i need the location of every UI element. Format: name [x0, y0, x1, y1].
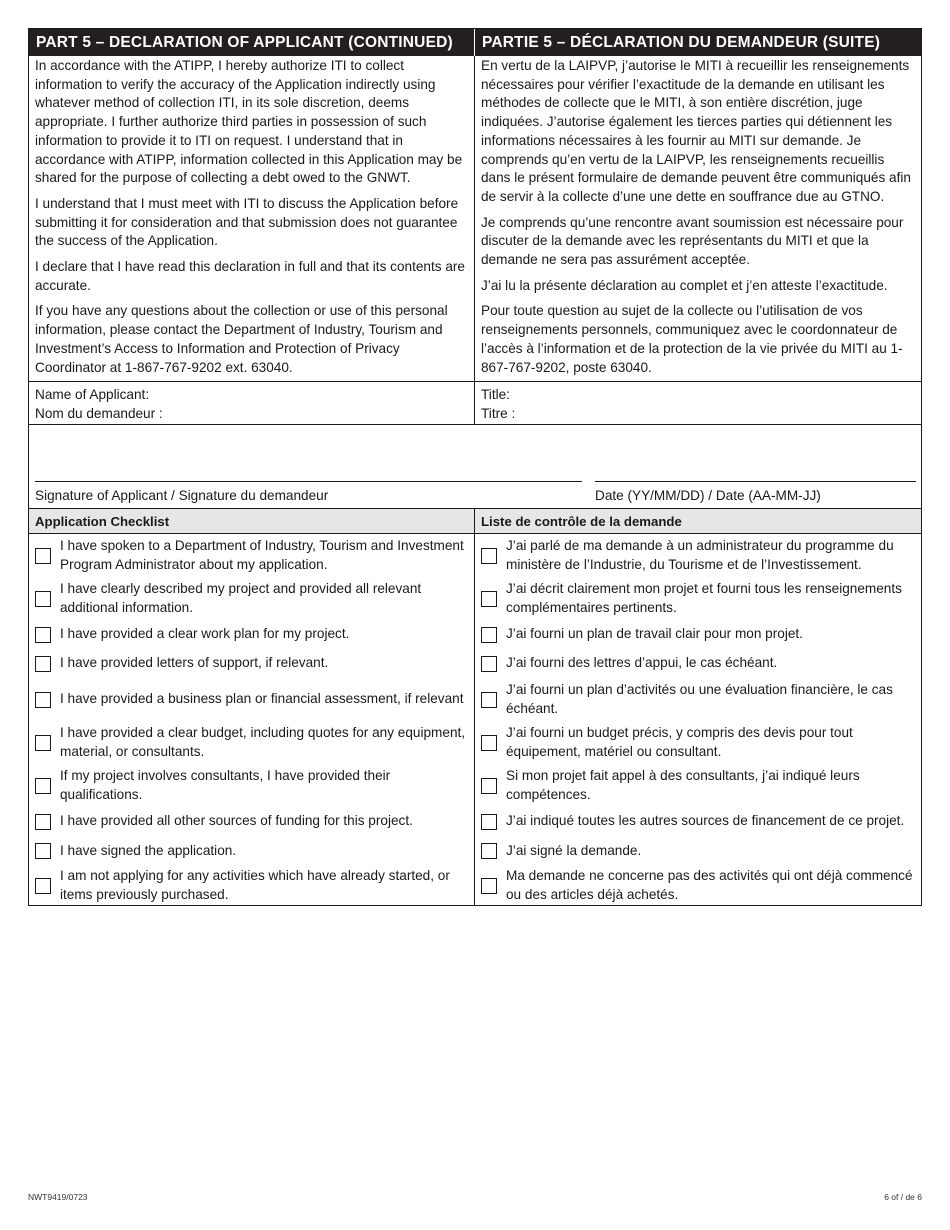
- declaration-paragraph: I declare that I have read this declaration in full and that its contents are accurate.: [35, 259, 465, 293]
- declaration-paragraph: J’ai lu la présente déclaration au complet et j’en atteste l’exactitude.: [481, 277, 888, 293]
- checklist-checkbox[interactable]: [35, 656, 51, 672]
- checklist-item-text: J’ai fourni un plan de travail clair pour mon projet.: [506, 626, 803, 642]
- checklist-item: [29, 807, 474, 836]
- applicant-title-label-en: Title:: [481, 387, 510, 403]
- declaration-header-row: [29, 29, 921, 56]
- signature-field[interactable]: [35, 481, 582, 482]
- declaration-text-en: [29, 56, 475, 381]
- declaration-section: [28, 28, 922, 510]
- declaration-text-fr: [475, 56, 921, 381]
- checklist-item-text: Si mon projet fait appel à des consultants, j’ai indiqué leurs compétences.: [506, 768, 860, 802]
- applicant-title-label-fr: Titre :: [481, 406, 516, 422]
- declaration-header-en: PART 5 – DECLARATION OF APPLICANT (CONTINUED): [29, 29, 475, 56]
- checklist-checkbox[interactable]: [35, 627, 51, 643]
- date-field[interactable]: [595, 481, 916, 482]
- checklist-item: [29, 534, 474, 577]
- checklist-item: [29, 678, 474, 721]
- declaration-paragraph: If you have any questions about the collection or use of this personal information, please contact the Department of Industry, Tourism and Investment’s Access to Information and Protection of Privacy Coordinator at 1-867-767-9202 ext. 63040.: [35, 303, 448, 375]
- checklist-checkbox[interactable]: [35, 878, 51, 894]
- checklist-item: [475, 620, 921, 649]
- page-number: 6 of / de 6: [884, 1192, 922, 1202]
- checklist-item-text: I have signed the application.: [60, 842, 237, 858]
- checklist-item-text: I have spoken to a Department of Industry, Tourism and Investment Program Administrator about my application.: [60, 538, 464, 572]
- checklist-header-en: Application Checklist: [29, 509, 475, 534]
- checklist-item-text: I have clearly described my project and provided all relevant additional information.: [60, 581, 422, 615]
- checklist-column-fr: [475, 534, 921, 905]
- form-number: NWT9419/0723: [28, 1192, 88, 1202]
- checklist-checkbox[interactable]: [481, 843, 497, 859]
- checklist-item: [475, 678, 921, 721]
- checklist-checkbox[interactable]: [481, 878, 497, 894]
- checklist-checkbox[interactable]: [35, 692, 51, 708]
- checklist-header-row: [29, 509, 921, 534]
- checklist-item-text: If my project involves consultants, I have provided their qualifications.: [60, 768, 391, 802]
- checklist-item-text: J’ai parlé de ma demande à un administrateur du programme du ministère de l’Industrie, du Tourisme et de l’Investissement.: [506, 538, 894, 572]
- checklist-checkbox[interactable]: [35, 814, 51, 830]
- checklist-checkbox[interactable]: [35, 548, 51, 564]
- checklist-item: [29, 721, 474, 764]
- checklist-checkbox[interactable]: [481, 548, 497, 564]
- declaration-paragraph: I understand that I must meet with ITI to discuss the Application before submitting it for consideration and that submission does not guarantee the success of the Application.: [35, 195, 459, 249]
- checklist-item: [29, 649, 474, 678]
- signature-row: [29, 424, 921, 509]
- checklist-checkbox[interactable]: [481, 735, 497, 751]
- applicant-name-label-fr: Nom du demandeur :: [35, 406, 163, 422]
- applicant-name-field[interactable]: [29, 382, 475, 424]
- checklist-item-text: J’ai fourni des lettres d’appui, le cas échéant.: [506, 655, 778, 671]
- checklist-item: [29, 620, 474, 649]
- checklist-item-text: J’ai signé la demande.: [506, 842, 642, 858]
- checklist-header-fr: Liste de contrôle de la demande: [475, 509, 921, 534]
- checklist-item: [475, 836, 921, 866]
- checklist-item-text: I have provided a business plan or financial assessment, if relevant: [60, 691, 464, 707]
- checklist-checkbox[interactable]: [481, 814, 497, 830]
- checklist-item-text: I have provided a clear budget, including quotes for any equipment, material, or consultants.: [60, 725, 466, 759]
- declaration-text-row: [29, 56, 921, 381]
- applicant-name-label-en: Name of Applicant:: [35, 387, 150, 403]
- checklist-checkbox[interactable]: [35, 778, 51, 794]
- checklist-item: [475, 764, 921, 807]
- checklist-item-text: I have provided all other sources of funding for this project.: [60, 813, 413, 829]
- checklist-item: [29, 866, 474, 905]
- date-label: Date (YY/MM/DD) / Date (AA-MM-JJ): [595, 488, 821, 504]
- checklist-item-text: I have provided letters of support, if relevant.: [60, 655, 329, 671]
- checklist-item: [475, 721, 921, 764]
- checklist-item: [475, 577, 921, 620]
- applicant-title-field[interactable]: [475, 382, 921, 424]
- checklist-body: [29, 534, 921, 905]
- declaration-header-fr: PARTIE 5 – DÉCLARATION DU DEMANDEUR (SUITE): [475, 29, 921, 56]
- checklist-checkbox[interactable]: [35, 591, 51, 607]
- declaration-paragraph: In accordance with the ATIPP, I hereby authorize ITI to collect information to verify the accuracy of the Application indirectly using whatever method of collection ITI, in its sole discretion, deems appropriate. I further authorize third parties in possession of such information to provide it to ITI on request. I understand that in accordance with ATIPP, information collected in this Application may be shared for the purpose of collecting a debt owed to the GNWT.: [35, 58, 463, 186]
- checklist-column-en: [29, 534, 475, 905]
- checklist-item-text: I have provided a clear work plan for my project.: [60, 626, 350, 642]
- checklist-checkbox[interactable]: [481, 591, 497, 607]
- checklist-item: [475, 649, 921, 678]
- signature-label: Signature of Applicant / Signature du demandeur: [35, 488, 329, 504]
- name-title-row: [29, 381, 921, 424]
- checklist-item: [29, 577, 474, 620]
- checklist-item-text: I am not applying for any activities which have already started, or items previously purchased.: [60, 868, 450, 902]
- checklist-item-text: J’ai indiqué toutes les autres sources de financement de ce projet.: [506, 813, 905, 829]
- checklist-item: [475, 534, 921, 577]
- checklist-checkbox[interactable]: [35, 843, 51, 859]
- checklist-section: [28, 508, 922, 906]
- checklist-item-text: J’ai fourni un plan d’activités ou une évaluation financière, le cas échéant.: [506, 682, 893, 716]
- declaration-paragraph: Je comprends qu’une rencontre avant soumission est nécessaire pour discuter de la demande avec les représentants du MITI et que la demande ne sera pas assurément acceptée.: [481, 214, 904, 268]
- checklist-item-text: Ma demande ne concerne pas des activités qui ont déjà commencé ou des articles déjà achetés.: [506, 868, 913, 902]
- checklist-checkbox[interactable]: [481, 656, 497, 672]
- checklist-checkbox[interactable]: [35, 735, 51, 751]
- checklist-item-text: J’ai décrit clairement mon projet et fourni tous les renseignements complémentaires pertinents.: [506, 581, 902, 615]
- checklist-item: [475, 866, 921, 905]
- checklist-checkbox[interactable]: [481, 627, 497, 643]
- checklist-item: [29, 836, 474, 866]
- checklist-checkbox[interactable]: [481, 692, 497, 708]
- checklist-item: [475, 807, 921, 836]
- checklist-checkbox[interactable]: [481, 778, 497, 794]
- checklist-item-text: J’ai fourni un budget précis, y compris des devis pour tout équipement, matériel ou consultant.: [506, 725, 853, 759]
- declaration-paragraph: En vertu de la LAIPVP, j’autorise le MITI à recueillir les renseignements nécessaires pour vérifier l’exactitude de la demande en utilisant les méthodes de collecte que le MITI, à son entière discrétion, juge indiquées. J’autorise également les tierces parties qui détiennent les informations nécessaires à les fournir au MITI sur demande. Je comprends qu’en vertu de la LAIPVP, les renseignements recueillis dans le présent formulaire de demande peuvent être communiqués afin de servir à la collecte d’une une dette en souffrance due au GTNO.: [481, 58, 911, 204]
- declaration-paragraph: Pour toute question au sujet de la collecte ou l’utilisation de vos renseignements personnels, communiquez avec le coordonnateur de l’accès à l’information et de la protection de la vie privée du MITI au 1-867-767-9202, poste 63040.: [481, 303, 903, 375]
- checklist-item: [29, 764, 474, 807]
